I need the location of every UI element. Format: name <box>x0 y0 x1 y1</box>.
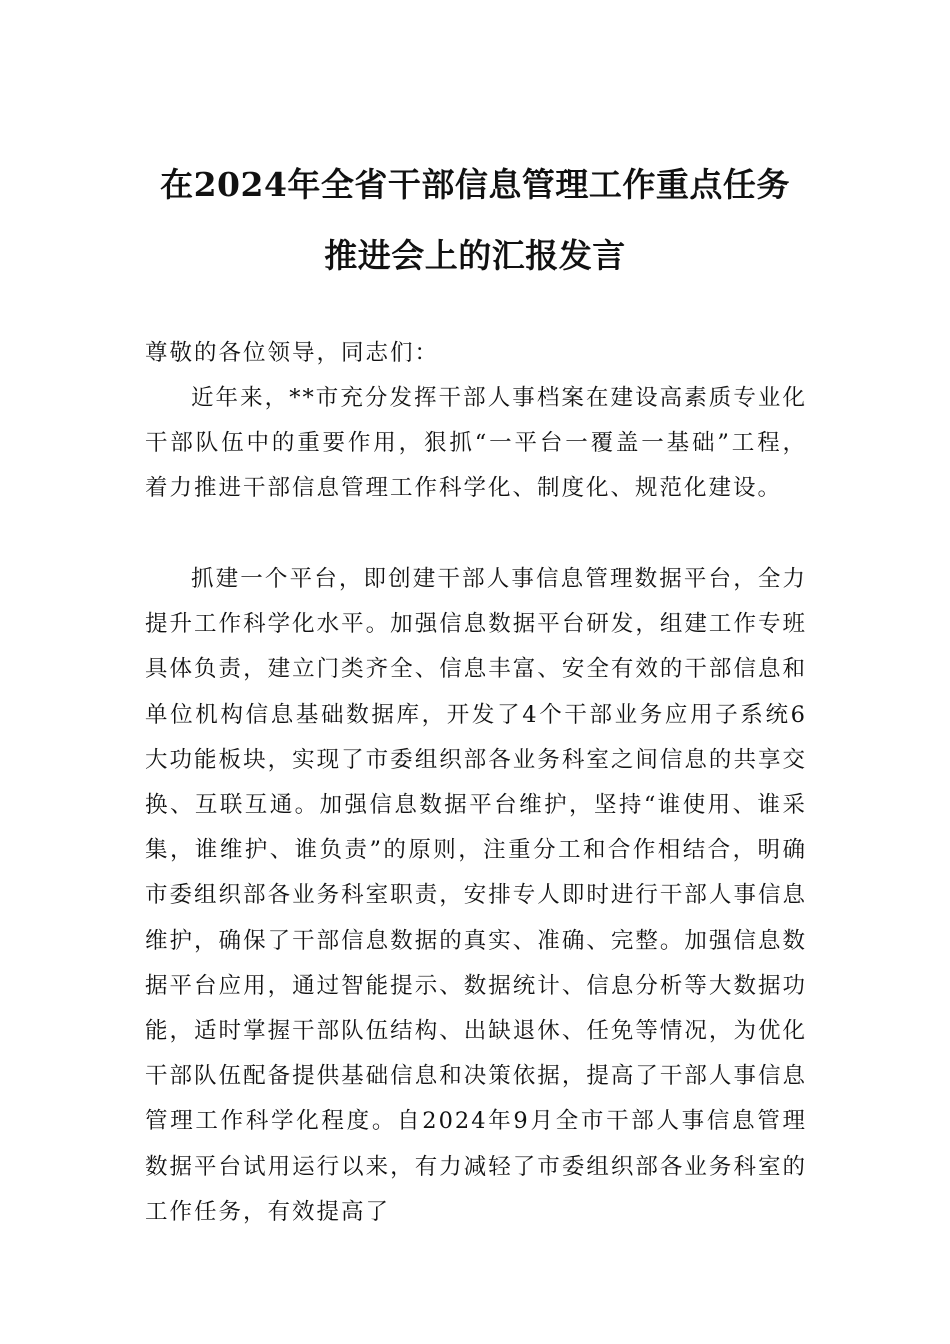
document-title-line-2: 推进会上的汇报发言 <box>324 236 626 275</box>
salutation: 尊敬的各位领导，同志们： <box>145 340 440 366</box>
document-title-line-1: 在2024年全省干部信息管理工作重点任务 <box>160 165 790 204</box>
paragraph-1: 近年来，**市充分发挥干部人事档案在建设高素质专业化干部队伍中的重要作用，狠抓“一平台一覆盖一基础”工程，着力推进干部信息管理工作科学化、制度化、规范化建设。 <box>145 385 807 502</box>
paragraph-2: 抓建一个平台，即创建干部人事信息管理数据平台，全力提升工作科学化水平。加强信息数据平台研发，组建工作专班具体负责，建立门类齐全、信息丰富、安全有效的干部信息和单位机构信息基础数据库，开发了4个干部业务应用子系统6大功能板块，实现了市委组织部各业务科室之间信息的共享交换、互联互通。加强信息数据平台维护，坚持“谁使用、谁采集，谁维护、谁负责”的原则，注重分工和合作相结合，明确市委组织部各业务科室职责，安排专人即时进行干部人事信息维护，确保了干部信息数据的真实、准确、完整。加强信息数据平台应用，通过智能提示、数据统计、信息分析等大数据功能，适时掌握干部队伍结构、出缺退休、任免等情况，为优化干部队伍配备提供基础信息和决策依据，提高了干部人事信息管理工作科学化程度。自2024年9月全市干部人事信息管理数据平台试用运行以来，有力减轻了市委组织部各业务科室的工作任务，有效提高了 <box>145 566 807 1225</box>
